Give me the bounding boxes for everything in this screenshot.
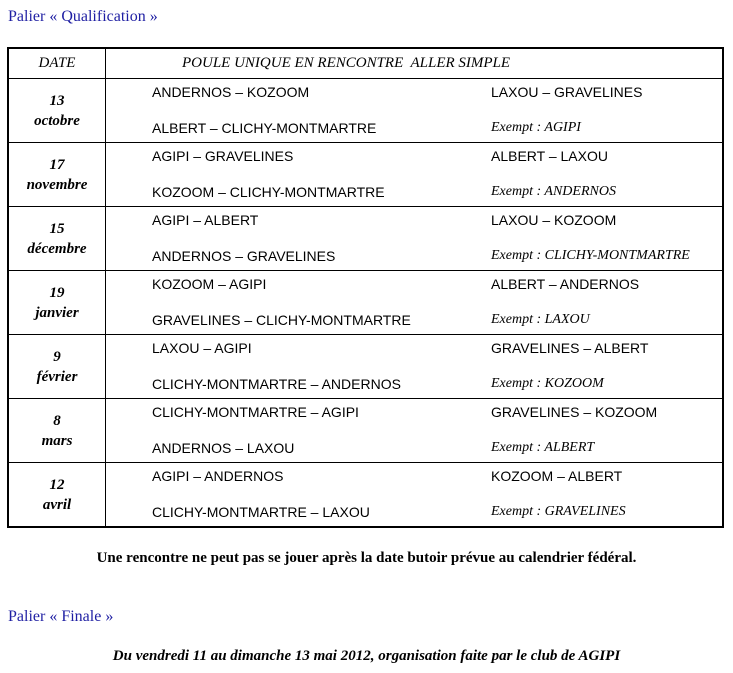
date-day: 15 [49,220,65,237]
date-cell [8,143,106,207]
match-item: ANDERNOS – LAXOU [152,440,295,456]
exempt-label: Exempt : KOZOOM [491,376,604,391]
date-cell [8,79,106,143]
match-item: LAXOU – GRAVELINES [491,84,643,100]
exempt-label: Exempt : CLICHY-MONTMARTRE [491,248,690,263]
table-row [8,207,723,271]
match-item: CLICHY-MONTMARTRE – LAXOU [152,504,370,520]
date-cell [8,335,106,399]
date-cell [8,271,106,335]
date-cell [8,399,106,463]
table-header-row [8,48,723,79]
date-day: 13 [49,92,65,109]
table-row [8,399,723,463]
date-month: novembre [26,176,88,193]
deadline-notice: Une rencontre ne peut pas se jouer après la date butoir prévue au calendrier fédéral. [96,550,637,566]
matches-cell [106,335,724,399]
match-item: GRAVELINES – KOZOOM [491,404,658,420]
match-item: ANDERNOS – KOZOOM [152,84,310,100]
match-item: AGIPI – ALBERT [152,212,259,228]
date-day: 8 [53,412,61,429]
date-month: décembre [27,240,87,257]
date-day: 9 [53,348,61,365]
date-cell [8,207,106,271]
table-row [8,143,723,207]
exempt-label: Exempt : ALBERT [491,440,595,455]
match-item: LAXOU – KOZOOM [491,212,617,228]
table-row [8,79,723,143]
exempt-label: Exempt : AGIPI [491,120,581,135]
header-poule [106,48,724,79]
table-row [8,335,723,399]
date-day: 17 [49,156,65,173]
match-item: KOZOOM – AGIPI [152,276,267,292]
finale-details: Du vendredi 11 au dimanche 13 mai 2012, organisation faite par le club de AGIPI [112,648,621,664]
match-item: ALBERT – CLICHY-MONTMARTRE [152,120,377,136]
finale-heading: Palier « Finale » [8,608,114,625]
matches-cell [106,463,724,528]
date-day: 12 [49,476,65,493]
date-month: février [36,368,78,385]
match-item: LAXOU – AGIPI [152,340,252,356]
qualification-heading: Palier « Qualification » [8,8,158,25]
header-poule-label: POULE UNIQUE EN RENCONTRE ALLER SIMPLE [182,55,511,71]
schedule-table [7,47,724,528]
exempt-label: Exempt : LAXOU [491,312,590,327]
header-date: DATE [8,48,106,79]
match-item: KOZOOM – CLICHY-MONTMARTRE [152,184,385,200]
date-month: avril [42,496,72,513]
match-item: ALBERT – ANDERNOS [491,276,640,292]
date-month: janvier [35,304,79,321]
matches-cell [106,271,724,335]
date-day: 19 [49,284,65,301]
match-item: CLICHY-MONTMARTRE – ANDERNOS [152,376,401,392]
matches-cell [106,143,724,207]
table-row [8,463,723,528]
matches-cell [106,79,724,143]
matches-cell [106,207,724,271]
exempt-label: Exempt : ANDERNOS [491,184,616,199]
match-item: GRAVELINES – ALBERT [491,340,649,356]
date-month: mars [41,432,73,449]
matches-cell [106,399,724,463]
table-row [8,271,723,335]
date-month: octobre [34,112,80,129]
match-item: KOZOOM – ALBERT [491,468,623,484]
match-item: AGIPI – GRAVELINES [152,148,294,164]
match-item: ANDERNOS – GRAVELINES [152,248,336,264]
match-item: AGIPI – ANDERNOS [152,468,284,484]
match-item: ALBERT – LAXOU [491,148,608,164]
match-item: GRAVELINES – CLICHY-MONTMARTRE [152,312,411,328]
date-cell [8,463,106,528]
exempt-label: Exempt : GRAVELINES [491,504,626,519]
match-item: CLICHY-MONTMARTRE – AGIPI [152,404,359,420]
